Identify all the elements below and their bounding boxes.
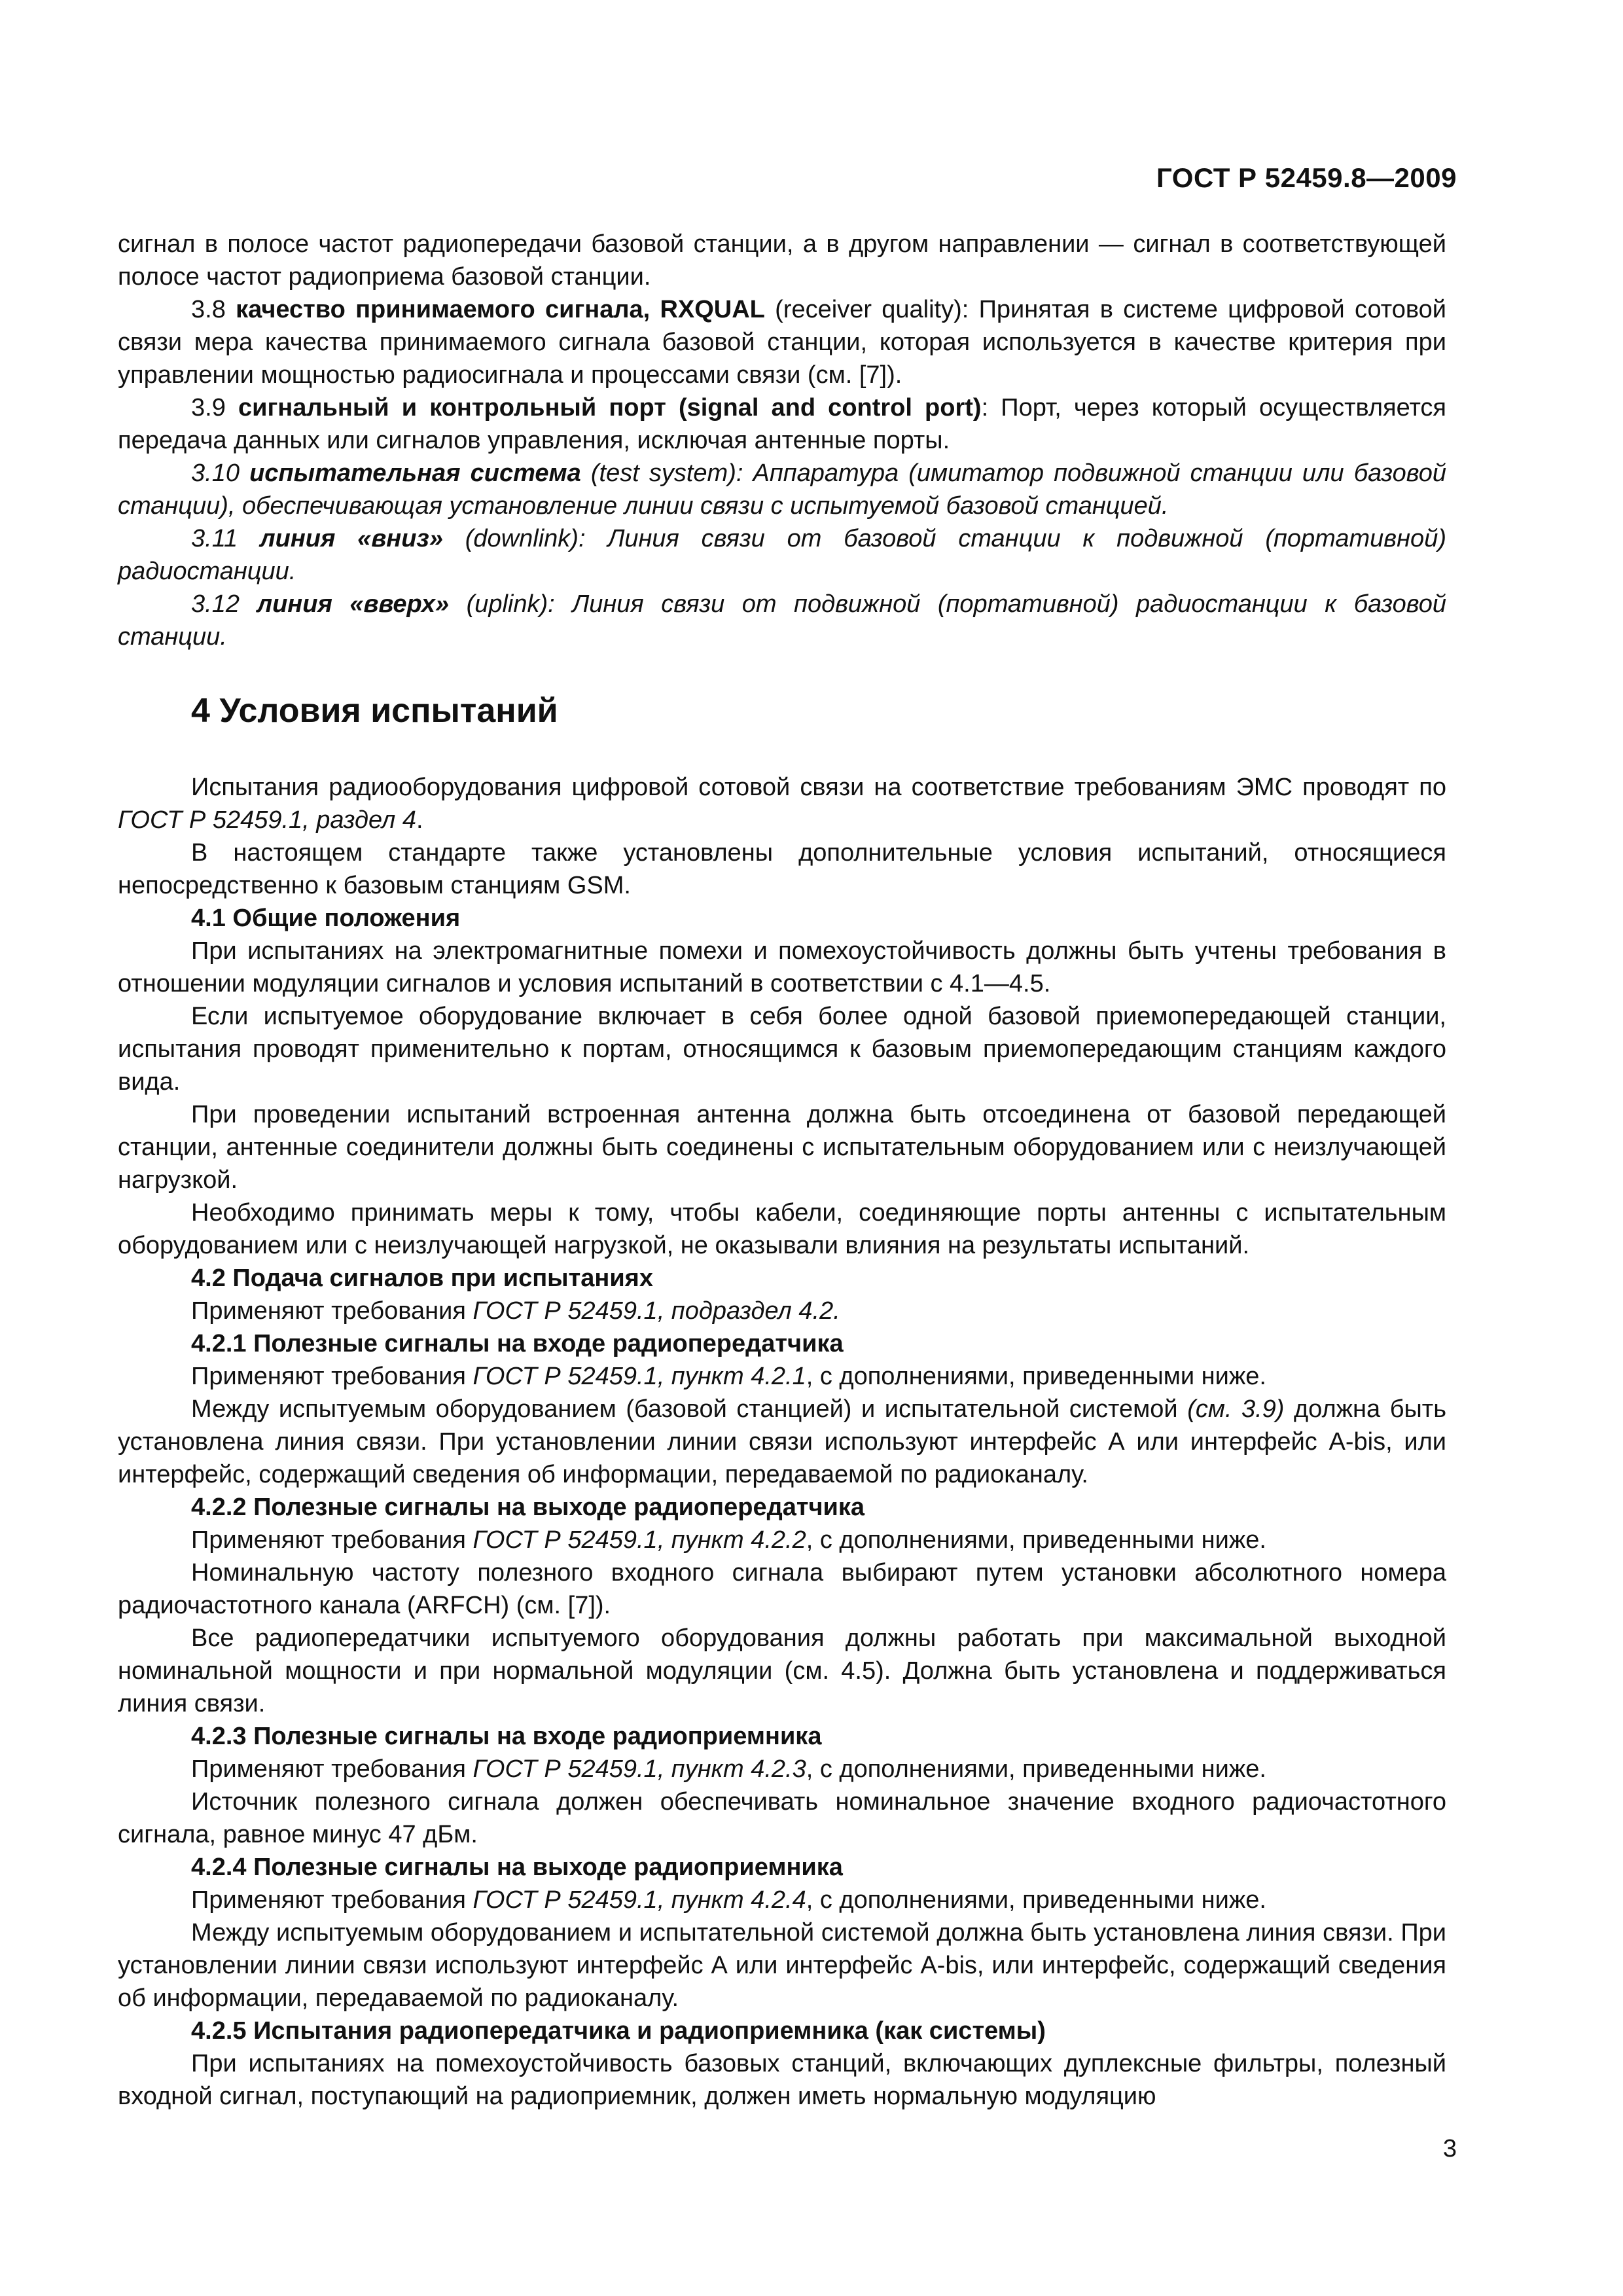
definition-term: линия «вниз» — [259, 525, 443, 552]
subsection-4-2-5-paragraph: При испытаниях на помехоустойчивость базовых станций, включающих дуплексные фильтры, полезный входной сигнал, поступающий на радиоприемник, должен иметь нормальную модуляцию — [118, 2050, 1446, 2110]
definition-3-8 — [118, 293, 1446, 391]
subsection-4-2-1-paragraph — [118, 1360, 1446, 1393]
subsection-4-2-2-paragraph: Все радиопередатчики испытуемого оборудования должны работать при максимальной выходной номинальной мощности и при нормальной модуляции (см. 4.5). Должна быть установлена и поддерживаться линия связи. — [118, 1624, 1446, 1717]
standard-reference: ГОСТ Р 52459.1, пункт 4.2.2 — [473, 1526, 806, 1554]
paragraph-text: Применяют требования — [191, 1755, 473, 1783]
subsection-4-2-2-paragraph — [118, 1524, 1446, 1556]
definition-term: линия «вверх» — [257, 590, 450, 618]
definition-number: 3.12 — [191, 590, 240, 618]
paragraph-text: Применяют требования — [191, 1297, 473, 1325]
definition-text: : Порт, через который осуществляется передача данных или сигналов управления, исключая антенные порты. — [118, 394, 1447, 454]
subsection-4-1-title: 4.1 Общие положения — [191, 905, 461, 932]
section-4-intro-2: В настоящем стандарте также установлены дополнительные условия испытаний, относящиеся непосредственно к базовым станциям GSM. — [118, 839, 1446, 899]
document-body — [118, 228, 1446, 2113]
definition-text: (test system): Аппаратура (имитатор подвижной станции или базовой станции), обеспечивающая установление линии связи с испытуемой базовой станцией. — [118, 459, 1447, 520]
definition-number: 3.9 — [191, 394, 226, 422]
cross-reference: (см. 3.9) — [1187, 1395, 1285, 1423]
standard-reference: ГОСТ Р 52459.1, пункт 4.2.3 — [473, 1755, 806, 1783]
continuation-paragraph: сигнал в полосе частот радиопередачи базовой станции, а в другом направлении — сигнал в соответствующей полосе частот радиоприема базовой станции. — [118, 230, 1446, 291]
definition-3-9 — [118, 391, 1446, 457]
document-code-header: ГОСТ Р 52459.8—2009 — [1156, 162, 1457, 193]
standard-reference: ГОСТ Р 52459.1, пункт 4.2.1 — [473, 1363, 806, 1390]
definition-3-10 — [118, 457, 1446, 522]
subsection-4-2-4-paragraph: Между испытуемым оборудованием и испытательной системой должна быть установлена линия связи. При установлении линии связи используют интерфейс А или интерфейс A-bis, или интерфейс, содержащий сведения об информации, передаваемой по радиоканалу. — [118, 1919, 1446, 2012]
definition-number: 3.10 — [191, 459, 240, 487]
standard-reference: ГОСТ Р 52459.1, подраздел 4.2. — [473, 1297, 840, 1325]
paragraph-text: , с дополнениями, приведенными ниже. — [806, 1363, 1266, 1390]
subsection-4-2-5-title: 4.2.5 Испытания радиопередатчика и радиоприемника (как системы) — [191, 2017, 1046, 2045]
subsection-4-2-4-paragraph — [118, 1884, 1446, 1916]
subsection-4-1-paragraph: Если испытуемое оборудование включает в себя более одной базовой приемопередающей станции, испытания проводят применительно к портам, относящимся к базовым приемопередающим станциям каждого вида. — [118, 1003, 1446, 1096]
subsection-4-2-1-title: 4.2.1 Полезные сигналы на входе радиопередатчика — [191, 1330, 844, 1357]
paragraph-text: , с дополнениями, приведенными ниже. — [806, 1886, 1266, 1914]
subsection-4-2-3-paragraph — [118, 1753, 1446, 1785]
definition-term: сигнальный и контрольный порт (signal and control port) — [238, 394, 982, 422]
subsection-4-2-3-paragraph: Источник полезного сигнала должен обеспечивать номинальное значение входного радиочастотного сигнала, равное минус 47 дБм. — [118, 1788, 1446, 1848]
paragraph-text: Применяют требования — [191, 1886, 473, 1914]
paragraph-text: Испытания радиооборудования цифровой сотовой связи на соответствие требованиям ЭМС проводят по — [191, 774, 1446, 801]
definition-number: 3.11 — [191, 525, 238, 552]
page-number: 3 — [1442, 2135, 1457, 2162]
definition-3-11 — [118, 522, 1446, 588]
standard-reference: ГОСТ Р 52459.1, пункт 4.2.4 — [473, 1886, 806, 1914]
subsection-4-2-paragraph — [118, 1295, 1446, 1327]
subsection-4-2-title: 4.2 Подача сигналов при испытаниях — [191, 1265, 653, 1292]
subsection-4-2-1-paragraph — [118, 1393, 1446, 1491]
definition-text: (receiver quality): Принятая в системе цифровой сотовой связи мера качества принимаемого сигнала базовой станции, которая используется в качестве критерия при управлении мощностью радиосигнала и процессами связи (см. [7]). — [118, 296, 1446, 389]
definition-text: (uplink): Линия связи от подвижной (портативной) радиостанции к базовой станции. — [118, 590, 1447, 651]
subsection-4-2-4-title: 4.2.4 Полезные сигналы на выходе радиоприемника — [191, 1854, 843, 1881]
paragraph-text: , с дополнениями, приведенными ниже. — [806, 1526, 1266, 1554]
paragraph-text: . — [416, 806, 423, 834]
subsection-4-2-2-paragraph: Номинальную частоту полезного входного сигнала выбирают путем установки абсолютного номера радиочастотного канала (ARFCH) (см. [7]). — [118, 1559, 1446, 1619]
subsection-4-1-paragraph: При проведении испытаний встроенная антенна должна быть отсоединена от базовой передающей станции, антенные соединители должны быть соединены с испытательным оборудованием или с неизлучающей нагрузкой. — [118, 1101, 1446, 1194]
subsection-4-1-paragraph: Необходимо принимать меры к тому, чтобы кабели, соединяющие порты антенны с испытательным оборудованием или с неизлучающей нагрузкой, не оказывали влияния на результаты испытаний. — [118, 1199, 1446, 1259]
definition-3-12 — [118, 588, 1446, 653]
subsection-4-2-2-title: 4.2.2 Полезные сигналы на выходе радиопередатчика — [191, 1494, 865, 1521]
section-4-title: 4 Условия испытаний — [191, 692, 558, 730]
paragraph-text: Применяют требования — [191, 1526, 473, 1554]
definition-term: испытательная система — [249, 459, 581, 487]
paragraph-text: Между испытуемым оборудованием (базовой станцией) и испытательной системой — [191, 1395, 1188, 1423]
subsection-4-2-3-title: 4.2.3 Полезные сигналы на входе радиоприемника — [191, 1723, 822, 1750]
definition-number: 3.8 — [191, 296, 226, 323]
paragraph-text: Применяют требования — [191, 1363, 473, 1390]
section-4-intro-1 — [118, 771, 1446, 836]
standard-reference: ГОСТ Р 52459.1, раздел 4 — [118, 806, 416, 834]
definition-term: качество принимаемого сигнала, RXQUAL — [236, 296, 765, 323]
paragraph-text: должна быть установлена линия связи. При установлении линии связи используют интерфейс А или интерфейс A-bis, или интерфейс, содержащий сведения об информации, передаваемой по радиоканалу. — [118, 1395, 1446, 1488]
subsection-4-1-paragraph: При испытаниях на электромагнитные помехи и помехоустойчивость должны быть учтены требования в отношении модуляции сигналов и условия испытаний в соответствии с 4.1—4.5. — [118, 937, 1446, 997]
paragraph-text: , с дополнениями, приведенными ниже. — [806, 1755, 1266, 1783]
definition-text: (downlink): Линия связи от базовой станции к подвижной (портативной) радиостанции. — [118, 525, 1446, 585]
